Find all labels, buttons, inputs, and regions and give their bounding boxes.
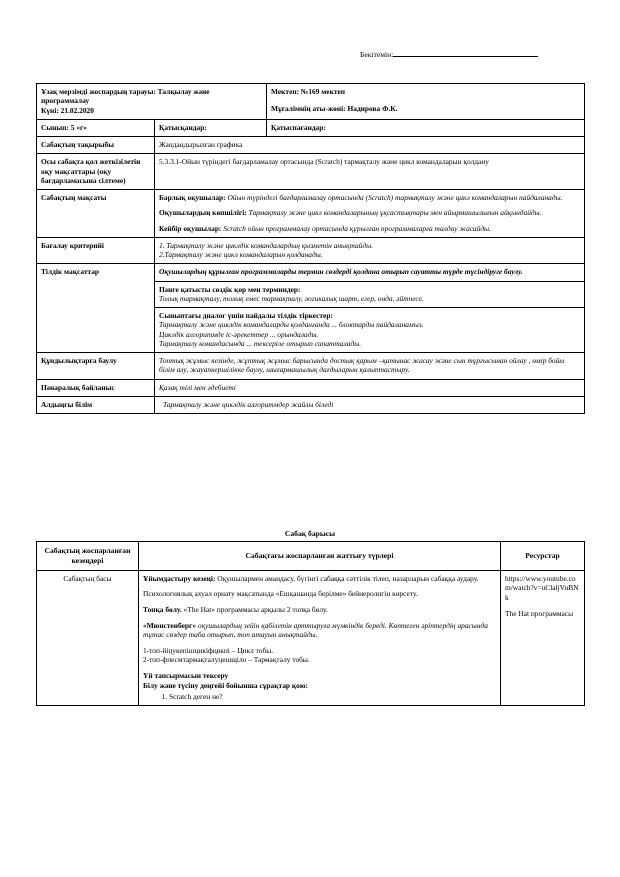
goal-most: Оқушылардың көпшілігі: Тармақталу және цикл командаларының ұқсастықтары мен айырмашылығын айқындайды. [159,208,542,218]
lesson-flow-title: Сабақ барысы [284,529,336,538]
objectives-value: 5.3.3.1-Ойын түріндегі бағдарламалау ортасында (Scratch) тармақталу және цикл командаларын қолдану [155,154,585,190]
goal-some: Кейбір оқушылар: Scratch ойын программалау ортасында құрылған программаларға талдау жасайды. [159,223,491,233]
terms-heading: Пәнге қатысты сөздік қор мен терминдер: [159,284,301,294]
plan-section-cell [37,84,267,120]
plan-section-line1: Ұзақ мерзімді жоспардың тарауы: Талқылау және [41,87,210,96]
info-row-header-1 [37,84,585,120]
plan-section-line2: программалау [41,96,90,106]
approval-rule [393,48,538,57]
criteria-label: Бағалау критерийі [37,237,155,264]
stage-name: Сабақтың басы [37,570,139,705]
terms-body: Толық тармақталу, толық емес тармақталу, логикалық шарт, егер, онда, әйтпесе. [159,293,424,303]
info-row-language [37,264,585,353]
goal-all: Барлық оқушылар: Ойын түріндегі бағдарламалау ортасында (Scratch) тармақталу және цикл командаларын пайдаланады. [159,193,563,202]
info-row-objectives [37,154,585,190]
prior-value: Тармақталу және циклдік алгоритмдер жайлы біледі [155,396,585,413]
phrase-line-2: Циклдік алгоритмде іс-әрекеттер ... орындалады. [159,329,319,339]
table-row [37,570,585,705]
resource-link: https://www.youtube.com/watch?v=uClaljVuBNk [505,573,579,602]
activity-organizing: Ұйымдастыру кезеңі: Оқушылармен амандасу, бүгінгі сабаққа сәттілік тілеп, назарларын сабаққа аудару. [143,573,479,583]
info-row-values [37,353,585,380]
criteria-value [155,237,585,264]
language-section-phrases [155,307,584,352]
info-row-header-2 [37,119,585,136]
activities-cell [139,570,501,705]
resource-program: The Hat программасы [505,608,574,618]
info-row-prior [37,396,585,413]
teacher-name: Мұғалімнің аты-жөні: Надирова Ф.К. [271,104,398,114]
questions-list [143,692,496,702]
topic-value: Жандандырылған графика [155,137,585,154]
values-value: Топтық жұмыс кезінде, жұптық жұмыс барысында достық қарым –қатынас жасау және сын тұрғысынан ойлау , өмір бойы білім алу, жауапкершілікке баулу, шығармашылық дағдыларын қалыптастыру. [155,353,585,380]
group-line-2: 2-топ-фпесмтармақталуцешщіло – Тармақталу тобы. [143,655,310,665]
activity-psychological: Психологиялық ахуал орнату мақсатында «Ешқашанда берілме» бейнеролигін көрсету. [143,589,418,599]
language-label: Тілдік мақсаттар [37,264,155,353]
language-value [155,264,585,353]
crosscurricular-value: Қазақ тілі мен әдебиеті [155,379,585,396]
approval-line [360,48,538,59]
activity-homework-check: Үй тапсырмасын тексеру [143,671,229,681]
activity-munsterberg: «Мюнстенберг» оқушылардың зейін қабілетін арттыруға мүмкіндік береді. Көптеген әріптердің арасында тұтас сөздер таба отырып, топ атауын анықтайды. [143,620,488,640]
language-section-terms [155,281,584,308]
criteria-line-2: 2.Тармақталу және цикл командаларын қолданады. [159,250,323,259]
approval-label: Бекітемін: [360,50,394,59]
attended-cell: Қатысқандар: [155,119,267,136]
phrases-heading: Сыныптағы диалог үшін пайдалы тілдік тіркестер: [159,311,333,320]
values-label: Құндылықтарға баулу [37,353,155,380]
info-row-goals [37,190,585,238]
goals-value [155,190,585,238]
plan-date: Күні: 21.02.2020 [41,105,94,115]
info-row-crosscurricular [37,379,585,396]
lesson-info-table [36,83,585,414]
prior-label: Алдыңғы білім [37,396,155,413]
criteria-line-1: 1. Тармақталу және циклдік командалардың қызметін анықтайды. [159,240,373,250]
language-intro: Оқушылардың құрылған программаларды термин сөздерді қолдана отырып сауатты түрде түсіндіруге баулу. [159,267,523,277]
lesson-flow-table [36,541,585,706]
school-teacher-cell [267,84,585,120]
group-line-1: 1-топ-йіцукепішцикіфцвкпі – Цикл тобы. [143,645,274,655]
phrase-line-1: Тармақталу және циклдік командаларды қолданғанда ... блоктарды пайдаланамыз. [159,320,424,330]
school-name: Мектеп: №169 мектеп [271,87,346,96]
header-stage: Сабақтың жоспарланған кезеңдері [37,542,139,571]
info-row-topic [37,137,585,154]
header-resources: Ресурстар [501,542,585,571]
info-row-criteria [37,237,585,264]
header-activities: Сабақтағы жоспарланған жаттығу түрлері [139,542,501,571]
absent-cell: Қатыспағандар: [267,119,585,136]
phrase-line-3: Тармақталу командасында ... тексеріле отырып сипатталады. [159,338,362,348]
crosscurricular-label: Пәнаралық байланыс [37,379,155,396]
list-item: 1. Scratch деген не? [169,692,496,702]
activity-grouping: Топқа бөлу. «The Hat» программасы арқылы 2 топқа бөлу. [143,604,328,614]
topic-label: Сабақтың тақырыбы [37,137,155,154]
objectives-label: Осы сабақта қол жеткізілетін оқу мақсаттары (оқу бағдарламасына сілтеме) [37,154,155,190]
class-cell: Сынып: 5 «г» [37,119,155,136]
resources-cell [501,570,585,705]
lesson-flow-section [36,529,584,706]
activity-questions-heading: Білу және түсіну деңгейі бойынша сұрақтар қою: [143,680,308,690]
lesson-flow-header-row [37,542,585,571]
goals-label: Сабақтың мақсаты [37,190,155,238]
